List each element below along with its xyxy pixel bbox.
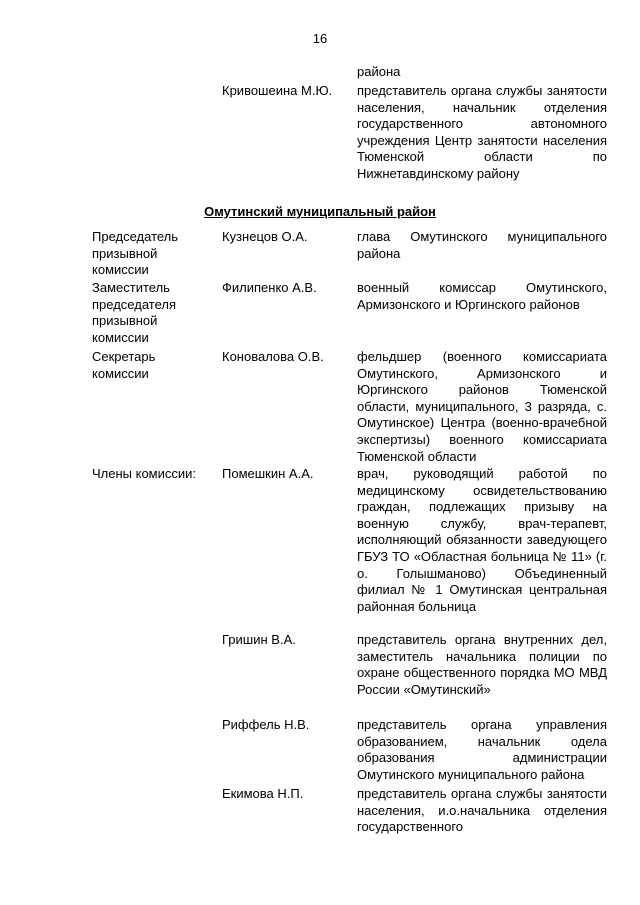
member-name: Коновалова О.В. [222,349,324,364]
member-description: военный комиссар Омутинского, Армизонского и Юргинского районов [357,280,607,312]
member-name: Гришин В.А. [222,632,296,647]
continuation-text: района [357,64,401,79]
member-name: Помешкин А.А. [222,466,314,481]
member-name: Екимова Н.П. [222,786,304,801]
member-description: представитель органа управления образованием, начальник одела образования администрации Омутинского муниципального района [357,717,607,782]
section-title: Омутинский муниципальный район [204,204,436,219]
member-description: врач, руководящий работой по медицинскому освидетельствованию граждан, подлежащих призыву на военную службу, врач-терапевт, исполняющий обязанности заведующего ГБУЗ ТО «Областная больница № 11» (г. о. Голышманово) Объединенный филиал № 1 Омутинская центральная районная больница [357,466,607,614]
prev-member-description: представитель органа службы занятости населения, начальник отделения государственного автономного учреждения Центр занятости населения Тюменской области по Нижнетавдинскому району [357,83,607,181]
role-members: Члены комиссии: [92,466,197,481]
member-name: Кузнецов О.А. [222,229,308,244]
role-deputy: Заместитель председателя призывной комиссии [92,280,177,345]
member-name: Риффель Н.В. [222,717,310,732]
role-secretary: Секретарь комиссии [92,349,156,381]
role-chairman: Председатель призывной комиссии [92,229,179,278]
member-description: глава Омутинского муниципального района [357,229,607,261]
page-number: 16 [312,31,328,46]
member-description: представитель органа службы занятости населения, и.о.начальника отделения государственного [357,786,607,835]
member-name: Филипенко А.В. [222,280,317,295]
member-description: представитель органа внутренних дел, заместитель начальника полиции по охране общественного порядка МО МВД России «Омутинский» [357,632,607,697]
prev-member-name: Кривошеина М.Ю. [222,83,333,98]
member-description: фельдшер (военного комиссариата Омутинского, Армизонского и Юргинского районов Тюменской области, муниципального, 3 разряда, с. Омутинское) Центра (военно-врачебной экспертизы) военного комиссариата Тюменской области [357,349,607,464]
